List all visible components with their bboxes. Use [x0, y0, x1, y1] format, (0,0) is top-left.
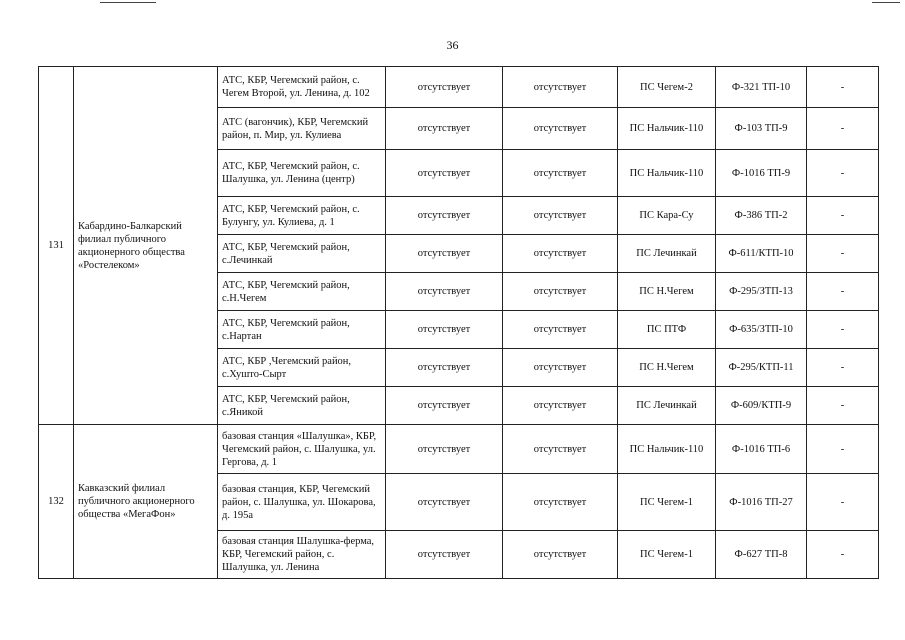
address-cell: АТС (вагончик), КБР, Чегемский район, п. Мир, ул. Кулиева — [218, 108, 386, 150]
address-cell: базовая станция «Шалушка», КБР, Чегемский район, с. Шалушка, ул. Гергова, д. 1 — [218, 425, 386, 474]
address-cell: АТС, КБР, Чегемский район, с. Булунгу, ул. Кулиева, д. 1 — [218, 197, 386, 235]
substation-cell: ПС Н.Чегем — [618, 273, 716, 311]
table-row — [39, 425, 879, 474]
dash-cell: - — [807, 349, 879, 387]
address-cell: АТС, КБР, Чегемский район, с.Лечинкай — [218, 235, 386, 273]
data-table — [38, 66, 879, 579]
dash-cell: - — [807, 108, 879, 150]
dash-cell: - — [807, 474, 879, 531]
row-number-cell: 131 — [39, 67, 74, 425]
address-cell: АТС, КБР, Чегемский район, с. Шалушка, ул. Ленина (центр) — [218, 150, 386, 197]
dash-cell: - — [807, 531, 879, 579]
feeder-cell: Ф-386 ТП-2 — [716, 197, 807, 235]
status-cell: отсутствует — [386, 387, 503, 425]
dash-cell: - — [807, 425, 879, 474]
address-cell: АТС, КБР, Чегемский район, с.Н.Чегем — [218, 273, 386, 311]
substation-cell: ПС Кара-Су — [618, 197, 716, 235]
feeder-cell: Ф-627 ТП-8 — [716, 531, 807, 579]
substation-cell: ПС Н.Чегем — [618, 349, 716, 387]
organization-cell: Кавказский филиал публичного акционерного общества «МегаФон» — [74, 425, 218, 579]
feeder-cell: Ф-1016 ТП-6 — [716, 425, 807, 474]
status-cell: отсутствует — [386, 474, 503, 531]
status-cell: отсутствует — [386, 273, 503, 311]
substation-cell: ПС Нальчик-110 — [618, 108, 716, 150]
address-cell: АТС, КБР, Чегемский район, с.Яникой — [218, 387, 386, 425]
status-cell: отсутствует — [386, 311, 503, 349]
status-cell-2: отсутствует — [503, 150, 618, 197]
status-cell-2: отсутствует — [503, 197, 618, 235]
feeder-cell: Ф-103 ТП-9 — [716, 108, 807, 150]
table-body — [39, 67, 879, 579]
status-cell: отсутствует — [386, 349, 503, 387]
scan-mark-top-left — [100, 2, 156, 3]
substation-cell: ПС ПТФ — [618, 311, 716, 349]
address-cell: базовая станция, КБР, Чегемский район, с. Шалушка, ул. Шокарова, д. 195а — [218, 474, 386, 531]
status-cell-2: отсутствует — [503, 235, 618, 273]
organization-cell: Кабардино-Балкарский филиал публичного акционерного общества «Ростелеком» — [74, 67, 218, 425]
substation-cell: ПС Чегем-1 — [618, 531, 716, 579]
feeder-cell: Ф-321 ТП-10 — [716, 67, 807, 108]
address-cell: базовая станция Шалушка-ферма, КБР, Чегемский район, с. Шалушка, ул. Ленина — [218, 531, 386, 579]
table-row — [39, 67, 879, 108]
feeder-cell: Ф-1016 ТП-27 — [716, 474, 807, 531]
status-cell-2: отсутствует — [503, 425, 618, 474]
status-cell-2: отсутствует — [503, 531, 618, 579]
status-cell: отсутствует — [386, 150, 503, 197]
feeder-cell: Ф-609/КТП-9 — [716, 387, 807, 425]
status-cell-2: отсутствует — [503, 67, 618, 108]
page-number: 36 — [446, 38, 459, 52]
dash-cell: - — [807, 387, 879, 425]
status-cell-2: отсутствует — [503, 387, 618, 425]
status-cell: отсутствует — [386, 108, 503, 150]
feeder-cell: Ф-611/КТП-10 — [716, 235, 807, 273]
status-cell-2: отсутствует — [503, 311, 618, 349]
status-cell: отсутствует — [386, 235, 503, 273]
substation-cell: ПС Лечинкай — [618, 235, 716, 273]
feeder-cell: Ф-295/ЗТП-13 — [716, 273, 807, 311]
address-cell: АТС, КБР ,Чегемский район, с.Хушто-Сырт — [218, 349, 386, 387]
row-number-cell: 132 — [39, 425, 74, 579]
feeder-cell: Ф-295/КТП-11 — [716, 349, 807, 387]
substation-cell: ПС Лечинкай — [618, 387, 716, 425]
status-cell: отсутствует — [386, 425, 503, 474]
status-cell-2: отсутствует — [503, 474, 618, 531]
feeder-cell: Ф-635/ЗТП-10 — [716, 311, 807, 349]
status-cell: отсутствует — [386, 197, 503, 235]
dash-cell: - — [807, 311, 879, 349]
substation-cell: ПС Чегем-2 — [618, 67, 716, 108]
substation-cell: ПС Нальчик-110 — [618, 425, 716, 474]
address-cell: АТС, КБР, Чегемский район, с.Нартан — [218, 311, 386, 349]
dash-cell: - — [807, 235, 879, 273]
status-cell: отсутствует — [386, 67, 503, 108]
status-cell: отсутствует — [386, 531, 503, 579]
dash-cell: - — [807, 273, 879, 311]
status-cell-2: отсутствует — [503, 273, 618, 311]
substation-cell: ПС Нальчик-110 — [618, 150, 716, 197]
dash-cell: - — [807, 67, 879, 108]
dash-cell: - — [807, 150, 879, 197]
feeder-cell: Ф-1016 ТП-9 — [716, 150, 807, 197]
scan-mark-top-right — [872, 2, 900, 3]
dash-cell: - — [807, 197, 879, 235]
substation-cell: ПС Чегем-1 — [618, 474, 716, 531]
address-cell: АТС, КБР, Чегемский район, с. Чегем Второй, ул. Ленина, д. 102 — [218, 67, 386, 108]
status-cell-2: отсутствует — [503, 108, 618, 150]
status-cell-2: отсутствует — [503, 349, 618, 387]
